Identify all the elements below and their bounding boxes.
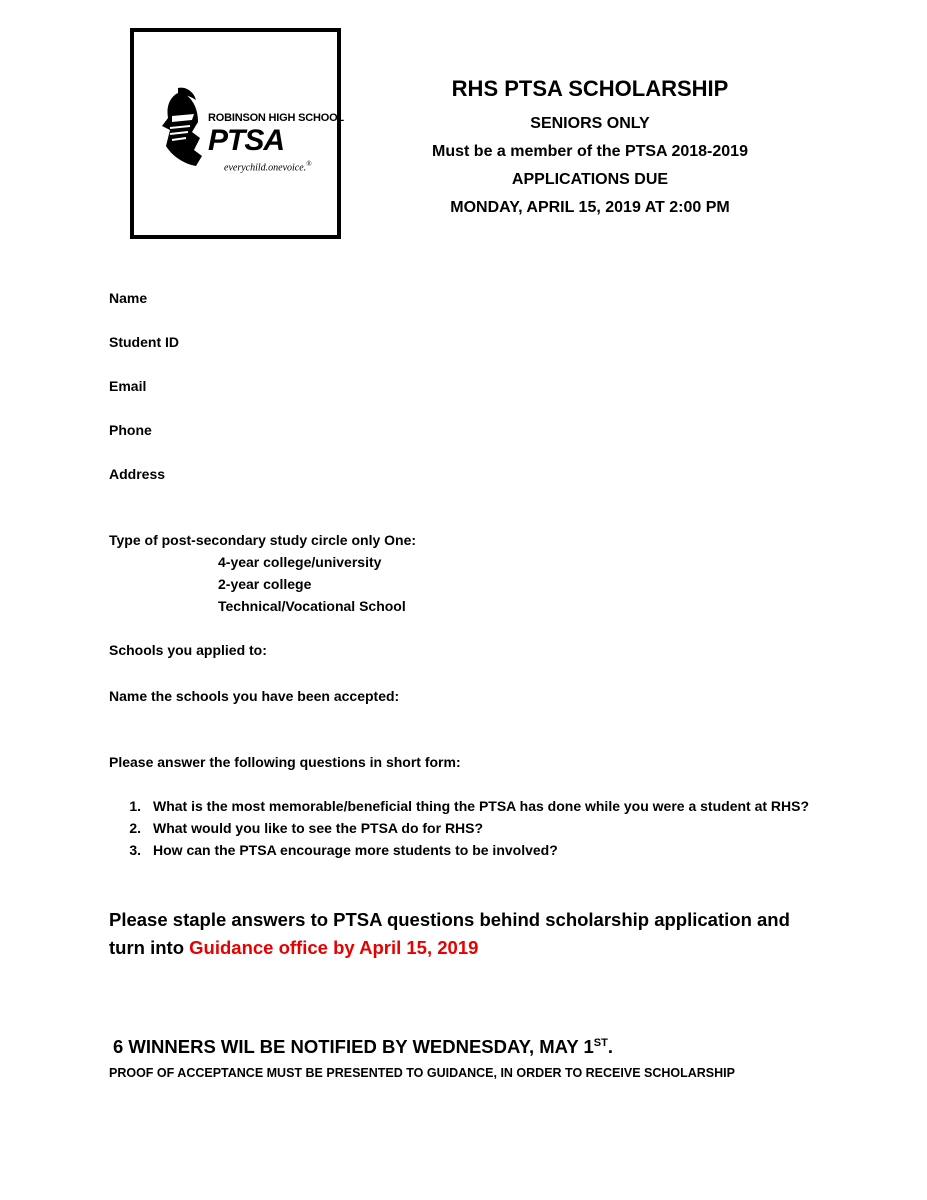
applications-due-label: APPLICATIONS DUE bbox=[511, 171, 669, 188]
schools-accepted-label: Name the schools you have been accepted: bbox=[109, 688, 400, 704]
student-id-field-label: Student ID bbox=[109, 334, 179, 350]
question-number: 2. bbox=[129, 820, 141, 836]
proof-of-acceptance-notice: PROOF OF ACCEPTANCE MUST BE PRESENTED TO GUIDANCE, IN ORDER TO RECEIVE SCHOLARSHIP bbox=[109, 1066, 735, 1080]
study-option-2-year[interactable]: 2-year college bbox=[218, 576, 312, 592]
study-option-4-year[interactable]: 4-year college/university bbox=[218, 554, 382, 570]
logo-tagline bbox=[224, 160, 312, 173]
question-number: 1. bbox=[129, 798, 141, 814]
staple-text: Please staple answers to PTSA questions behind scholarship application and turn into bbox=[109, 909, 790, 958]
page-title: RHS PTSA SCHOLARSHIP bbox=[451, 76, 729, 101]
winners-text: 6 WINNERS WIL BE NOTIFIED BY WEDNESDAY, MAY 1 bbox=[113, 1036, 594, 1057]
questions-intro: Please answer the following questions in short form: bbox=[109, 754, 461, 770]
question-number: 3. bbox=[129, 842, 141, 858]
membership-requirement: Must be a member of the PTSA 2018-2019 bbox=[432, 143, 748, 160]
name-field-label: Name bbox=[109, 290, 148, 306]
winners-period: . bbox=[607, 1036, 613, 1057]
question-text: How can the PTSA encourage more students to be involved? bbox=[153, 842, 558, 858]
study-type-prompt: Type of post-secondary study circle only One: bbox=[109, 532, 417, 548]
question-item bbox=[109, 796, 829, 816]
study-option-technical[interactable]: Technical/Vocational School bbox=[218, 598, 406, 614]
question-text: What would you like to see the PTSA do for RHS? bbox=[153, 820, 484, 836]
question-text: What is the most memorable/beneficial thing the PTSA has done while you were a student at RHS? bbox=[153, 798, 810, 814]
phone-field-label: Phone bbox=[109, 422, 152, 438]
seniors-only: SENIORS ONLY bbox=[530, 115, 650, 132]
due-date: MONDAY, APRIL 15, 2019 AT 2:00 PM bbox=[450, 199, 730, 216]
winners-superscript: ST bbox=[593, 1036, 608, 1049]
question-item bbox=[109, 818, 829, 838]
address-field-label: Address bbox=[109, 466, 166, 482]
logo-school-name: ROBINSON HIGH SCHOOL bbox=[208, 112, 344, 124]
email-field-label: Email bbox=[109, 378, 147, 394]
logo-tagline-text: everychild.onevoice. bbox=[224, 162, 307, 174]
logo-ptsa-text: PTSA bbox=[208, 124, 285, 157]
winners-notice bbox=[113, 1036, 613, 1058]
staple-instructions bbox=[109, 906, 809, 962]
question-item bbox=[109, 840, 829, 860]
schools-applied-label: Schools you applied to: bbox=[109, 642, 267, 658]
logo-registered-mark: ® bbox=[306, 160, 312, 168]
questions-list bbox=[109, 796, 829, 862]
guidance-deadline-highlight: Guidance office by April 15, 2019 bbox=[189, 937, 479, 958]
